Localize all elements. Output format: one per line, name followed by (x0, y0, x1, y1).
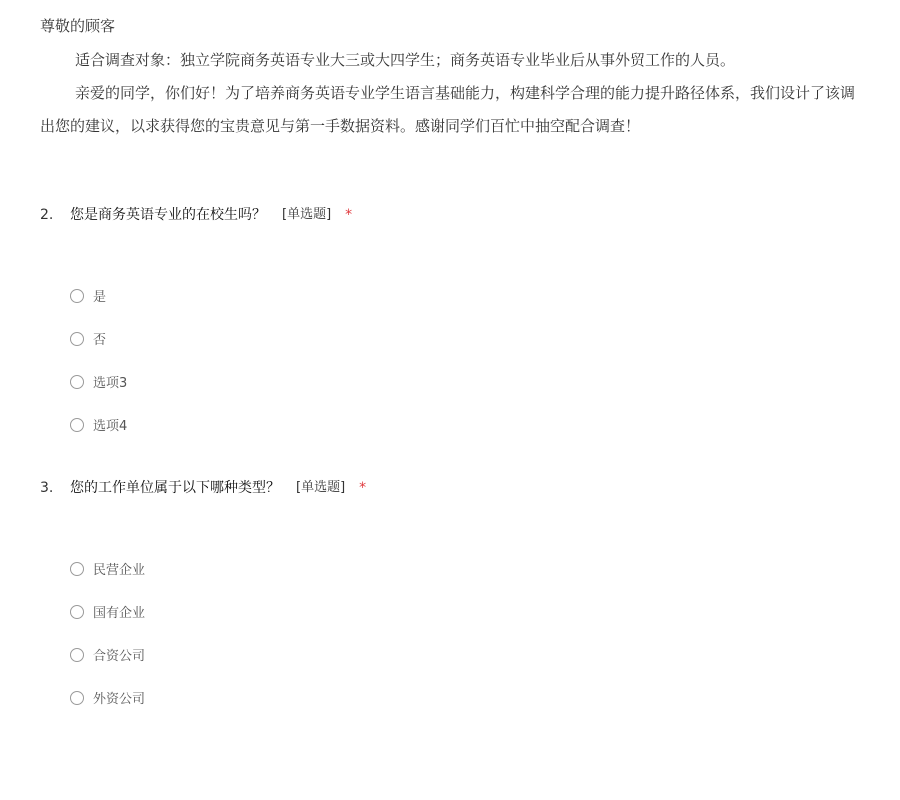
question-title (40, 476, 860, 500)
option-private-enterprise[interactable] (70, 547, 860, 590)
radio-button[interactable] (70, 375, 84, 389)
option-list (40, 274, 860, 446)
radio-button[interactable] (70, 562, 84, 576)
radio-button[interactable] (70, 332, 84, 346)
radio-button[interactable] (70, 648, 84, 662)
option-label: 民营企业 (93, 563, 146, 578)
required-asterisk: * (345, 207, 353, 223)
option-yes[interactable] (70, 274, 860, 317)
question-2 (40, 203, 860, 446)
question-3 (40, 476, 860, 719)
option-label: 选项4 (93, 419, 128, 434)
question-title (40, 203, 860, 227)
radio-button[interactable] (70, 289, 84, 303)
option-foreign-company[interactable] (70, 676, 860, 719)
intro-body-line-1: 亲爱的同学，你们好！为了培养商务英语专业学生语言基础能力，构建科学合理的能力提升路径体系，我们设计了该调 (75, 84, 856, 102)
intro-body-line-2: 出您的建议，以求获得您的宝贵意见与第一手数据资料。感谢同学们百忙中抽空配合调查！ (40, 117, 641, 135)
question-number: 2. (40, 207, 54, 223)
target-audience-text: 适合调查对象：独立学院商务英语专业大三或大四学生；商务英语专业毕业后从事外贸工作的人员。 (75, 51, 736, 69)
option-label: 选项3 (93, 376, 128, 391)
question-text: 您是商务英语专业的在校生吗？ (70, 207, 266, 223)
option-joint-venture[interactable] (70, 633, 860, 676)
radio-button[interactable] (70, 605, 84, 619)
option-4[interactable] (70, 403, 860, 446)
radio-button[interactable] (70, 418, 84, 432)
option-label: 合资公司 (93, 649, 146, 664)
required-asterisk: * (359, 480, 367, 496)
option-label: 外资公司 (93, 692, 146, 707)
radio-button[interactable] (70, 691, 84, 705)
survey-intro (40, 14, 900, 143)
option-no[interactable] (70, 317, 860, 360)
question-type-badge: [单选题] (282, 207, 332, 222)
option-state-owned-enterprise[interactable] (70, 590, 860, 633)
option-label: 国有企业 (93, 606, 146, 621)
option-list (40, 547, 860, 719)
option-label: 是 (93, 290, 107, 305)
question-type-badge: [单选题] (296, 480, 346, 495)
option-3[interactable] (70, 360, 860, 403)
question-text: 您的工作单位属于以下哪种类型？ (70, 480, 280, 496)
option-label: 否 (93, 333, 107, 348)
greeting-heading: 尊敬的顾客 (40, 17, 116, 35)
question-number: 3. (40, 480, 54, 496)
